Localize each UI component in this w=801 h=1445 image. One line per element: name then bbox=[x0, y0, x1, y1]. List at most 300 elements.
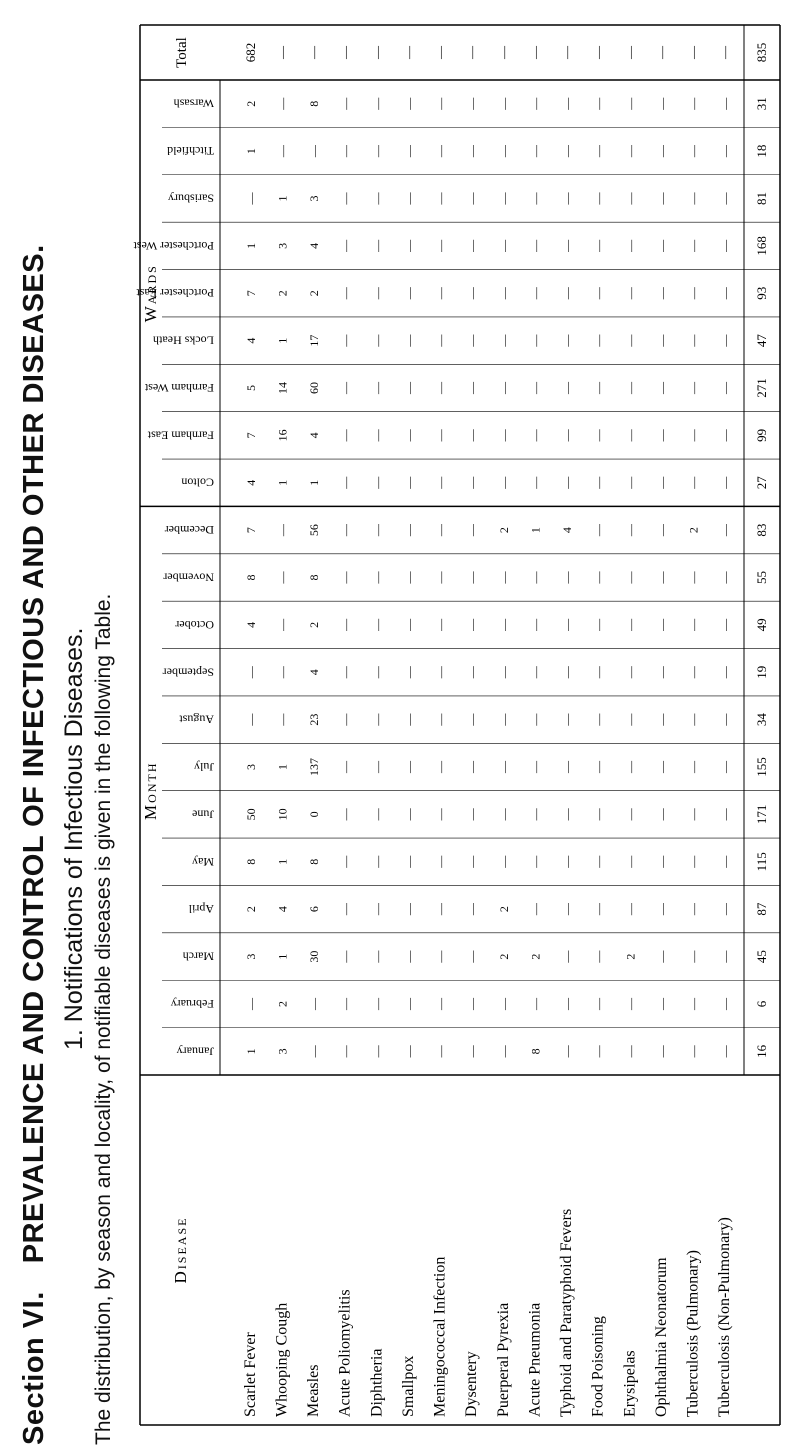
table-cell: 1 bbox=[528, 527, 543, 534]
table-cell: 2 bbox=[686, 527, 701, 534]
table-cell: — bbox=[686, 429, 701, 442]
table-cell: — bbox=[591, 950, 606, 963]
table-cell: — bbox=[528, 666, 543, 679]
table-cell: — bbox=[433, 476, 448, 489]
table-cell: — bbox=[718, 761, 733, 774]
table-cell: — bbox=[560, 855, 575, 868]
table-cell: — bbox=[654, 571, 669, 584]
column-header: May bbox=[192, 854, 214, 869]
table-cell: — bbox=[401, 855, 416, 868]
disease-row-label: Acute Pneumonia bbox=[526, 1302, 544, 1417]
table-cell: 7 bbox=[243, 290, 258, 297]
table-cell: — bbox=[560, 618, 575, 631]
table-cell: — bbox=[654, 524, 669, 537]
row-total-cell: 682 bbox=[242, 42, 258, 63]
table-cell: — bbox=[686, 855, 701, 868]
table-cell: — bbox=[338, 524, 353, 537]
table-cell: — bbox=[623, 145, 638, 158]
table-cell: 2 bbox=[243, 100, 258, 107]
table-cell: — bbox=[560, 145, 575, 158]
table-cell: — bbox=[591, 761, 606, 774]
table-cell: 56 bbox=[307, 524, 322, 537]
table-cell: — bbox=[370, 618, 385, 631]
table-cell: — bbox=[686, 192, 701, 205]
table-cell: — bbox=[591, 571, 606, 584]
table-cell: — bbox=[560, 287, 575, 300]
table-cell: — bbox=[560, 808, 575, 821]
table-cell: — bbox=[528, 997, 543, 1010]
table-cell: — bbox=[338, 429, 353, 442]
table-cell: — bbox=[718, 334, 733, 347]
table-cell: — bbox=[686, 713, 701, 726]
table-cell: 8 bbox=[307, 574, 322, 581]
table-cell: — bbox=[528, 618, 543, 631]
table-cell: — bbox=[718, 97, 733, 110]
table-cell: — bbox=[686, 666, 701, 679]
column-total-cell: 171 bbox=[754, 804, 769, 825]
table-cell: 1 bbox=[275, 479, 290, 486]
table-cell: — bbox=[591, 476, 606, 489]
table-cell: — bbox=[496, 429, 511, 442]
table-cell: — bbox=[243, 192, 258, 205]
table-cell: — bbox=[338, 855, 353, 868]
table-cell: — bbox=[401, 429, 416, 442]
column-header: November bbox=[163, 570, 214, 585]
table-cell: 1 bbox=[243, 242, 258, 249]
table-cell: — bbox=[338, 713, 353, 726]
column-total-cell: 49 bbox=[754, 618, 769, 632]
table-cell: — bbox=[591, 713, 606, 726]
disease-row-label: Typhoid and Paratyphoid Fevers bbox=[558, 1208, 576, 1417]
table-cell: — bbox=[560, 334, 575, 347]
row-total-cell: — bbox=[464, 46, 480, 59]
table-cell: — bbox=[686, 761, 701, 774]
table-cell: — bbox=[401, 571, 416, 584]
wards-group-label: Wards bbox=[141, 264, 160, 323]
table-cell: 1 bbox=[275, 195, 290, 202]
column-header: Portchester West bbox=[133, 238, 214, 253]
table-cell: — bbox=[433, 950, 448, 963]
table-cell: 4 bbox=[243, 337, 258, 344]
table-cell: — bbox=[275, 524, 290, 537]
table-cell: — bbox=[465, 571, 480, 584]
table-cell: — bbox=[654, 334, 669, 347]
table-cell: 8 bbox=[307, 858, 322, 865]
table-cell: 3 bbox=[307, 195, 322, 202]
table-cell: — bbox=[686, 381, 701, 394]
table-cell: — bbox=[307, 997, 322, 1010]
table-cell: 8 bbox=[243, 574, 258, 581]
table-cell: — bbox=[370, 524, 385, 537]
disease-row-label: Acute Poliomyelitis bbox=[336, 1289, 354, 1417]
table-cell: 4 bbox=[307, 242, 322, 249]
table-cell: — bbox=[654, 381, 669, 394]
table-cell: — bbox=[338, 239, 353, 252]
column-total-cell: 27 bbox=[754, 476, 769, 490]
column-header: Portchester East bbox=[136, 286, 214, 301]
row-total-cell: — bbox=[369, 46, 385, 59]
table-cell: — bbox=[591, 666, 606, 679]
table-cell: — bbox=[654, 903, 669, 916]
table-cell: — bbox=[560, 476, 575, 489]
table-cell: — bbox=[654, 618, 669, 631]
table-cell: 3 bbox=[243, 953, 258, 960]
table-cell: — bbox=[401, 1045, 416, 1058]
table-cell: — bbox=[623, 287, 638, 300]
section-title: PREVALENCE AND CONTROL OF INFECTIOUS AND OTHER DISEASES. bbox=[18, 244, 50, 1264]
table-cell: — bbox=[623, 192, 638, 205]
table-cell: — bbox=[465, 618, 480, 631]
table-cell: — bbox=[433, 429, 448, 442]
table-cell: 3 bbox=[275, 1048, 290, 1055]
disease-row-label: Puerperal Pyrexia bbox=[494, 1302, 512, 1417]
table-cell: — bbox=[560, 239, 575, 252]
table-cell: — bbox=[370, 713, 385, 726]
row-total-cell: — bbox=[400, 46, 416, 59]
table-cell: — bbox=[338, 334, 353, 347]
table-cell: — bbox=[654, 192, 669, 205]
table-cell: — bbox=[370, 97, 385, 110]
table-cell: — bbox=[718, 808, 733, 821]
column-total-cell: 155 bbox=[754, 757, 769, 777]
table-cell: — bbox=[370, 950, 385, 963]
table-cell: — bbox=[433, 97, 448, 110]
table-cell: — bbox=[528, 334, 543, 347]
table-cell: 30 bbox=[307, 950, 322, 963]
table-cell: — bbox=[496, 239, 511, 252]
table-cell: — bbox=[718, 476, 733, 489]
table-cell: — bbox=[654, 1045, 669, 1058]
table-cell: — bbox=[433, 855, 448, 868]
table-cell: — bbox=[623, 476, 638, 489]
table-cell: — bbox=[654, 713, 669, 726]
table-cell: — bbox=[465, 950, 480, 963]
table-cell: — bbox=[718, 429, 733, 442]
table-cell: 1 bbox=[275, 953, 290, 960]
table-cell: — bbox=[370, 666, 385, 679]
table-cell: — bbox=[401, 145, 416, 158]
column-header: April bbox=[188, 902, 214, 917]
disease-row-label: Erysipelas bbox=[621, 1350, 639, 1417]
table-cell: — bbox=[401, 761, 416, 774]
table-cell: — bbox=[718, 524, 733, 537]
table-cell: — bbox=[686, 618, 701, 631]
column-header: January bbox=[176, 1044, 214, 1059]
table-cell: — bbox=[591, 287, 606, 300]
table-cell: — bbox=[528, 287, 543, 300]
table-cell: — bbox=[496, 145, 511, 158]
table-cell: — bbox=[686, 1045, 701, 1058]
disease-group-label: Disease bbox=[171, 1216, 190, 1284]
table-cell: 3 bbox=[275, 242, 290, 249]
table-cell: — bbox=[370, 192, 385, 205]
table-cell: — bbox=[433, 381, 448, 394]
table-cell: — bbox=[560, 950, 575, 963]
table-cell: — bbox=[338, 192, 353, 205]
table-cell: — bbox=[401, 524, 416, 537]
table-cell: 2 bbox=[307, 621, 322, 628]
table-cell: — bbox=[654, 666, 669, 679]
table-cell: — bbox=[496, 287, 511, 300]
table-cell: — bbox=[370, 145, 385, 158]
row-total-cell: — bbox=[685, 46, 701, 59]
table-cell: — bbox=[591, 997, 606, 1010]
table-cell: 16 bbox=[275, 429, 290, 442]
row-total-cell: — bbox=[337, 46, 353, 59]
table-cell: — bbox=[433, 145, 448, 158]
table-cell: — bbox=[591, 145, 606, 158]
table-cell: — bbox=[591, 524, 606, 537]
table-cell: — bbox=[718, 618, 733, 631]
table-cell: — bbox=[591, 334, 606, 347]
column-header: Locks Heath bbox=[153, 333, 214, 348]
column-header: December bbox=[164, 523, 214, 538]
table-cell: — bbox=[433, 713, 448, 726]
table-cell: — bbox=[433, 761, 448, 774]
table-cell: — bbox=[591, 808, 606, 821]
table-cell: — bbox=[338, 381, 353, 394]
table-cell: — bbox=[401, 808, 416, 821]
table-cell: 5 bbox=[243, 384, 258, 391]
table-cell: — bbox=[370, 287, 385, 300]
table-cell: — bbox=[560, 666, 575, 679]
table-cell: — bbox=[401, 950, 416, 963]
table-cell: — bbox=[338, 571, 353, 584]
table-cell: — bbox=[496, 713, 511, 726]
table-cell: — bbox=[623, 855, 638, 868]
table-cell: — bbox=[338, 1045, 353, 1058]
table-cell: — bbox=[718, 192, 733, 205]
row-total-cell: — bbox=[527, 46, 543, 59]
table-cell: — bbox=[496, 97, 511, 110]
table-cell: — bbox=[496, 997, 511, 1010]
table-cell: — bbox=[433, 808, 448, 821]
table-cell: — bbox=[528, 239, 543, 252]
row-total-cell: — bbox=[717, 46, 733, 59]
table-cell: — bbox=[338, 287, 353, 300]
column-total-cell: 168 bbox=[754, 236, 769, 256]
column-total-cell: 83 bbox=[754, 523, 769, 537]
table-cell: — bbox=[718, 713, 733, 726]
table-cell: 4 bbox=[275, 906, 290, 913]
section-label: Section VI. bbox=[18, 1291, 50, 1445]
table-cell: — bbox=[433, 1045, 448, 1058]
table-cell: — bbox=[528, 571, 543, 584]
table-cell: 2 bbox=[496, 527, 511, 534]
table-cell: — bbox=[560, 1045, 575, 1058]
table-cell: — bbox=[591, 192, 606, 205]
table-cell: — bbox=[338, 618, 353, 631]
table-cell: — bbox=[560, 381, 575, 394]
table-cell: 0 bbox=[307, 811, 322, 818]
table-cell: — bbox=[401, 903, 416, 916]
table-cell: — bbox=[623, 1045, 638, 1058]
table-cell: — bbox=[718, 855, 733, 868]
column-total-cell: 87 bbox=[754, 902, 769, 916]
table-cell: — bbox=[718, 950, 733, 963]
disease-row-label: Dysentery bbox=[463, 1351, 481, 1417]
table-cell: — bbox=[718, 666, 733, 679]
table-cell: — bbox=[686, 476, 701, 489]
table-cell: 1 bbox=[275, 337, 290, 344]
table-cell: — bbox=[591, 903, 606, 916]
table-cell: — bbox=[623, 381, 638, 394]
column-total-cell: 55 bbox=[754, 571, 769, 584]
table-cell: — bbox=[496, 476, 511, 489]
table-cell: — bbox=[591, 429, 606, 442]
table-cell: 50 bbox=[243, 808, 258, 821]
disease-row-label: Ophthalmia Neonatorum bbox=[652, 1257, 670, 1417]
table-cell: — bbox=[528, 145, 543, 158]
table-cell: — bbox=[718, 239, 733, 252]
table-cell: — bbox=[496, 761, 511, 774]
table-cell: — bbox=[243, 713, 258, 726]
table-cell: — bbox=[275, 713, 290, 726]
table-cell: — bbox=[370, 808, 385, 821]
table-cell: — bbox=[401, 239, 416, 252]
table-cell: 4 bbox=[243, 621, 258, 628]
table-cell: — bbox=[370, 855, 385, 868]
table-cell: — bbox=[370, 903, 385, 916]
table-cell: — bbox=[338, 666, 353, 679]
table-cell: 2 bbox=[275, 1000, 290, 1007]
table-cell: — bbox=[433, 524, 448, 537]
table-cell: — bbox=[623, 334, 638, 347]
table-cell: — bbox=[433, 239, 448, 252]
table-cell: 7 bbox=[243, 432, 258, 439]
table-cell: — bbox=[370, 761, 385, 774]
column-header: Colton bbox=[181, 475, 214, 490]
column-total-cell: 271 bbox=[754, 378, 769, 398]
table-cell: 8 bbox=[307, 100, 322, 107]
table-cell: — bbox=[654, 97, 669, 110]
table-cell: — bbox=[338, 997, 353, 1010]
table-cell: — bbox=[433, 666, 448, 679]
disease-row-label: Diphtheria bbox=[368, 1348, 386, 1417]
column-header: Farnham West bbox=[144, 380, 214, 395]
table-cell: — bbox=[686, 334, 701, 347]
table-cell: — bbox=[338, 476, 353, 489]
table-cell: 137 bbox=[307, 758, 322, 777]
table-cell: — bbox=[370, 239, 385, 252]
table-cell: — bbox=[686, 571, 701, 584]
column-header: June bbox=[192, 807, 214, 822]
table-cell: — bbox=[275, 97, 290, 110]
table-cell: 1 bbox=[307, 479, 322, 486]
table-cell: — bbox=[275, 145, 290, 158]
table-cell: — bbox=[654, 950, 669, 963]
column-total-cell: 31 bbox=[754, 97, 769, 111]
row-total-cell: — bbox=[559, 46, 575, 59]
table-cell: 4 bbox=[560, 527, 575, 534]
table-cell: 3 bbox=[243, 764, 258, 771]
table-cell: — bbox=[718, 903, 733, 916]
table-cell: — bbox=[654, 429, 669, 442]
table-cell: — bbox=[528, 192, 543, 205]
table-cell: — bbox=[370, 1045, 385, 1058]
table-cell: — bbox=[275, 666, 290, 679]
table-cell: — bbox=[401, 618, 416, 631]
column-total-cell: 99 bbox=[754, 428, 769, 442]
table-cell: 17 bbox=[307, 334, 322, 347]
table-cell: — bbox=[654, 287, 669, 300]
table-cell: — bbox=[654, 476, 669, 489]
table-cell: — bbox=[433, 997, 448, 1010]
table-cell: — bbox=[686, 97, 701, 110]
column-header: Sarisbury bbox=[168, 191, 214, 206]
column-total-cell: 16 bbox=[754, 1044, 769, 1058]
table-cell: — bbox=[338, 808, 353, 821]
table-cell: — bbox=[623, 618, 638, 631]
table-cell: 2 bbox=[307, 290, 322, 297]
disease-row-label: Tuberculosis (Pulmonary) bbox=[684, 1250, 702, 1417]
column-total-cell: 19 bbox=[754, 665, 769, 679]
column-header: February bbox=[170, 996, 214, 1011]
table-cell: — bbox=[718, 997, 733, 1010]
table-cell: — bbox=[465, 903, 480, 916]
table-cell: — bbox=[623, 571, 638, 584]
table-cell: — bbox=[465, 381, 480, 394]
table-cell: — bbox=[465, 476, 480, 489]
table-cell: — bbox=[528, 761, 543, 774]
column-header: September bbox=[162, 665, 214, 680]
table-cell: — bbox=[560, 97, 575, 110]
column-total-cell: 47 bbox=[754, 334, 769, 348]
table-cell: — bbox=[433, 618, 448, 631]
column-header: October bbox=[175, 617, 214, 632]
table-cell: — bbox=[528, 808, 543, 821]
table-cell: — bbox=[338, 97, 353, 110]
column-total-cell: 115 bbox=[754, 852, 769, 872]
intro-text: The distribution, by season and locality, of notifiable diseases is given in the following Table. bbox=[92, 593, 115, 1445]
table-cell: 8 bbox=[528, 1048, 543, 1055]
table-cell: — bbox=[401, 666, 416, 679]
table-cell: — bbox=[528, 381, 543, 394]
table-cell: — bbox=[528, 476, 543, 489]
table-cell: — bbox=[686, 287, 701, 300]
table-cell: — bbox=[243, 666, 258, 679]
table-cell: — bbox=[654, 855, 669, 868]
column-total-cell: 45 bbox=[754, 950, 769, 964]
grand-total-cell: 835 bbox=[754, 42, 769, 63]
table-cell: — bbox=[528, 713, 543, 726]
table-cell: — bbox=[465, 808, 480, 821]
table-cell: — bbox=[433, 903, 448, 916]
table-cell: — bbox=[401, 287, 416, 300]
table-cell: — bbox=[591, 381, 606, 394]
table-cell: — bbox=[275, 618, 290, 631]
disease-row-label: Whooping Cough bbox=[273, 1302, 291, 1417]
disease-row-label: Smallpox bbox=[399, 1355, 417, 1417]
table-cell: — bbox=[465, 666, 480, 679]
table-cell: — bbox=[307, 1045, 322, 1058]
table-cell: 10 bbox=[275, 808, 290, 821]
table-cell: — bbox=[401, 476, 416, 489]
table-cell: — bbox=[496, 666, 511, 679]
row-total-cell: — bbox=[653, 46, 669, 59]
table-cell: — bbox=[465, 713, 480, 726]
table-cell: — bbox=[686, 903, 701, 916]
table-cell: — bbox=[496, 855, 511, 868]
table-cell: — bbox=[560, 903, 575, 916]
table-cell: — bbox=[496, 192, 511, 205]
table-cell: 1 bbox=[243, 1048, 258, 1055]
total-column-label: Total bbox=[174, 37, 190, 68]
column-header: March bbox=[182, 949, 214, 964]
table-cell: — bbox=[465, 239, 480, 252]
row-total-cell: — bbox=[495, 46, 511, 59]
column-total-cell: 6 bbox=[754, 1000, 769, 1008]
